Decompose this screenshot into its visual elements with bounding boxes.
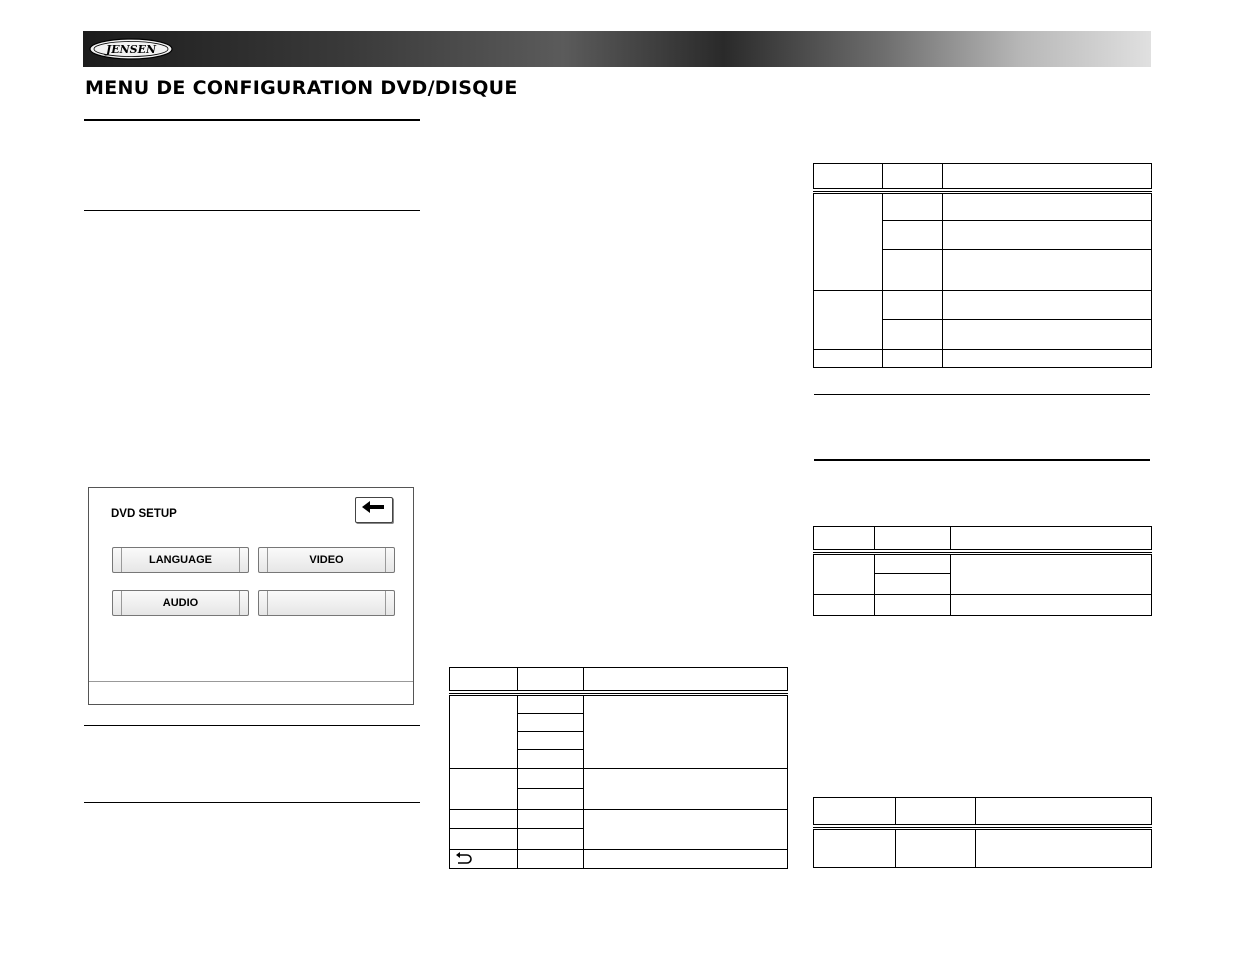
section-rule: [84, 119, 420, 121]
left-arrow-icon: [356, 498, 392, 522]
svg-text:JENSEN: JENSEN: [105, 43, 157, 56]
section-rule: [814, 394, 1150, 395]
header-banner: [83, 31, 1151, 67]
panel-divider: [89, 681, 413, 682]
jensen-logo: [89, 38, 173, 60]
section-rule: [84, 725, 420, 726]
dvd-setup-title: DVD SETUP: [111, 508, 177, 520]
section-rule: [814, 459, 1150, 461]
section-rule: [84, 210, 420, 211]
audio-button[interactable]: [112, 590, 249, 616]
blank-button[interactable]: [258, 590, 395, 616]
page-title: MENU DE CONFIGURATION DVD/DISQUE: [85, 77, 518, 99]
video-button[interactable]: [258, 547, 395, 573]
video-button-label: VIDEO: [309, 554, 344, 566]
section-rule: [84, 802, 420, 803]
dvd-setup-screen: [88, 487, 414, 705]
language-button[interactable]: [112, 547, 249, 573]
return-arrow-icon: [454, 852, 474, 866]
back-button[interactable]: [355, 497, 393, 523]
language-button-label: LANGUAGE: [149, 554, 212, 566]
audio-button-label: AUDIO: [162, 597, 199, 609]
